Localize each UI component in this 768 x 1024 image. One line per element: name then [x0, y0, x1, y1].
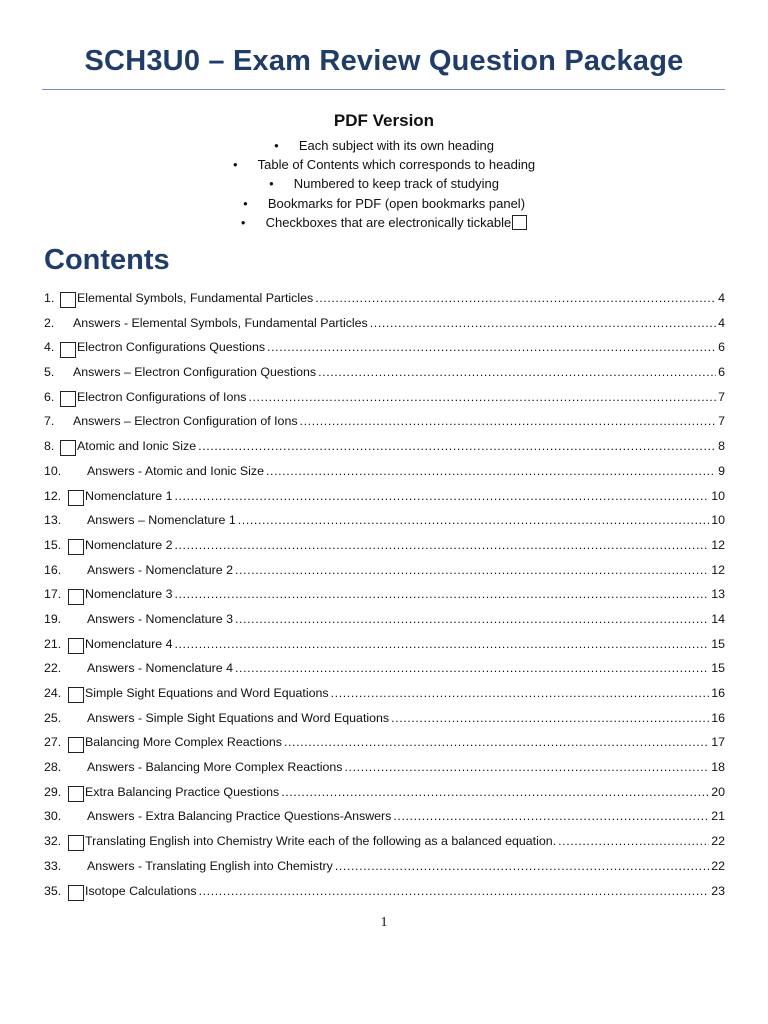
- toc-page-number[interactable]: 8: [718, 439, 725, 454]
- dot-leader: [318, 362, 716, 382]
- feature-item: [0, 155, 768, 174]
- toc-page-number[interactable]: 18: [711, 760, 725, 775]
- study-checkbox[interactable]: [68, 737, 84, 753]
- feature-text: Table of Contents which corresponds to heading: [257, 157, 536, 173]
- toc-page-number[interactable]: 7: [718, 414, 725, 429]
- toc-entry[interactable]: [44, 288, 725, 313]
- toc-entry-label[interactable]: Answers - Translating English into Chemistry: [87, 858, 333, 873]
- toc-entry-label[interactable]: Nomenclature 1: [85, 488, 173, 503]
- dot-leader: [174, 535, 709, 555]
- study-checkbox[interactable]: [68, 786, 84, 802]
- toc-entry-label[interactable]: Answers - Elemental Symbols, Fundamental Particles: [73, 315, 368, 330]
- toc-entry[interactable]: [44, 683, 725, 708]
- feature-item: [0, 174, 768, 193]
- toc-entry-label[interactable]: Answers - Simple Sight Equations and Word Equations: [87, 710, 390, 725]
- toc-entry-label[interactable]: Extra Balancing Practice Questions: [85, 784, 280, 799]
- toc-entry-number: 13.: [44, 513, 62, 528]
- dot-leader: [284, 732, 709, 752]
- toc-entry-number: 30.: [44, 809, 62, 824]
- toc-entry[interactable]: [44, 831, 725, 856]
- toc-entry[interactable]: [44, 337, 725, 362]
- bullet-icon: ●: [240, 217, 246, 227]
- toc-entry[interactable]: [44, 535, 725, 560]
- toc-entry-number: 17.: [44, 587, 62, 602]
- toc-entry-label[interactable]: Electron Configurations of Ions: [77, 389, 247, 404]
- toc-entry-label[interactable]: Isotope Calculations: [85, 883, 197, 898]
- toc-entry-label[interactable]: Answers – Nomenclature 1: [87, 513, 236, 528]
- toc-answers-entry[interactable]: [44, 708, 725, 733]
- toc-entry-number: 8.: [44, 439, 55, 454]
- toc-page-number[interactable]: 23: [711, 883, 725, 898]
- feature-item: [0, 136, 768, 155]
- toc-entry-label[interactable]: Answers – Electron Configuration Questions: [73, 365, 317, 380]
- toc-page-number[interactable]: 21: [711, 809, 725, 824]
- toc-entry-label[interactable]: Nomenclature 2: [85, 537, 173, 552]
- sample-checkbox[interactable]: [512, 215, 527, 230]
- toc-page-number[interactable]: 10: [711, 488, 725, 503]
- dot-leader: [235, 560, 709, 580]
- toc-page-number[interactable]: 22: [711, 834, 725, 849]
- toc-entry[interactable]: [44, 387, 725, 412]
- feature-text: Bookmarks for PDF (open bookmarks panel): [267, 195, 526, 211]
- toc-page-number[interactable]: 9: [718, 463, 725, 478]
- dot-leader: [174, 584, 709, 604]
- dot-leader: [315, 288, 716, 308]
- toc-entry-number: 32.: [44, 834, 62, 849]
- toc-entry[interactable]: [44, 782, 725, 807]
- dot-leader: [266, 461, 716, 481]
- toc-answers-entry[interactable]: [44, 362, 725, 387]
- toc-entry[interactable]: [44, 634, 725, 659]
- document-title: SCH3U0 – Exam Review Question Package: [84, 45, 684, 77]
- dot-leader: [235, 609, 709, 629]
- toc-entry-label[interactable]: Answers - Nomenclature 2: [87, 562, 233, 577]
- toc-entry-number: 29.: [44, 784, 62, 799]
- feature-item: [0, 194, 768, 213]
- bullet-icon: ●: [232, 160, 238, 170]
- toc-entry-number: 1.: [44, 291, 55, 305]
- toc-answers-entry[interactable]: [44, 510, 725, 535]
- toc-entry-number: 27.: [44, 735, 62, 750]
- toc-page-number[interactable]: 4: [718, 291, 725, 305]
- toc-entry-label[interactable]: Answers - Balancing More Complex Reactions: [87, 760, 343, 775]
- toc-answers-entry[interactable]: [44, 658, 725, 683]
- toc-page-number[interactable]: 16: [711, 686, 725, 700]
- toc-entry-number: 10.: [44, 463, 62, 478]
- toc-answers-entry[interactable]: [44, 411, 725, 436]
- bullet-icon: ●: [268, 179, 274, 189]
- toc-entry-label[interactable]: Answers – Electron Configuration of Ions: [73, 414, 298, 429]
- study-checkbox[interactable]: [60, 391, 76, 407]
- table-of-contents: [44, 288, 725, 905]
- dot-leader: [393, 806, 709, 826]
- toc-entry[interactable]: [44, 732, 725, 757]
- dot-leader: [198, 436, 716, 456]
- toc-entry[interactable]: [44, 486, 725, 511]
- toc-page-number[interactable]: 22: [711, 858, 725, 873]
- toc-page-number[interactable]: 6: [718, 340, 725, 355]
- study-checkbox[interactable]: [68, 638, 84, 654]
- toc-entry-number: 15.: [44, 537, 62, 552]
- toc-entry-number: 35.: [44, 883, 62, 898]
- toc-entry-number: 22.: [44, 661, 62, 676]
- dot-leader: [174, 486, 709, 506]
- toc-entry-label[interactable]: Atomic and Ionic Size: [77, 439, 197, 454]
- dot-leader: [370, 313, 716, 333]
- toc-entry-label[interactable]: Nomenclature 4: [85, 636, 173, 651]
- dot-leader: [391, 708, 709, 728]
- toc-page-number[interactable]: 20: [711, 784, 725, 799]
- study-checkbox[interactable]: [60, 342, 76, 358]
- toc-entry-label[interactable]: Balancing More Complex Reactions: [85, 735, 282, 750]
- toc-answers-entry[interactable]: [44, 757, 725, 782]
- toc-entry[interactable]: [44, 881, 725, 906]
- toc-entry-number: 4.: [44, 340, 55, 355]
- toc-entry-number: 6.: [44, 389, 55, 404]
- toc-entry-label[interactable]: Elemental Symbols, Fundamental Particles: [77, 291, 314, 305]
- toc-entry-number: 24.: [44, 686, 62, 700]
- feature-text: Each subject with its own heading: [298, 138, 494, 153]
- toc-page-number[interactable]: 15: [711, 661, 725, 676]
- toc-page-number[interactable]: 12: [711, 562, 725, 577]
- study-checkbox[interactable]: [68, 589, 84, 605]
- study-checkbox[interactable]: [68, 885, 84, 901]
- pdf-features-list: [0, 136, 768, 232]
- toc-answers-entry[interactable]: [44, 609, 725, 634]
- bullet-icon: ●: [274, 141, 279, 150]
- study-checkbox[interactable]: [68, 490, 84, 506]
- toc-entry-number: 25.: [44, 710, 62, 725]
- toc-entry-number: 5.: [44, 365, 55, 380]
- toc-entry-number: 16.: [44, 562, 62, 577]
- study-checkbox[interactable]: [60, 440, 76, 456]
- toc-entry-label[interactable]: Answers - Nomenclature 3: [87, 611, 233, 626]
- toc-page-number[interactable]: 10: [711, 513, 725, 528]
- toc-entry-number: 33.: [44, 858, 62, 873]
- dot-leader: [248, 387, 716, 407]
- feature-item: [0, 213, 768, 232]
- dot-leader: [235, 658, 709, 678]
- toc-entry-label[interactable]: Nomenclature 3: [85, 587, 173, 602]
- bullet-icon: ●: [242, 198, 248, 208]
- study-checkbox[interactable]: [68, 539, 84, 555]
- toc-answers-entry[interactable]: [44, 856, 725, 881]
- dot-leader: [335, 856, 709, 876]
- toc-entry-label[interactable]: Electron Configurations Questions: [77, 340, 266, 355]
- toc-entry-number: 12.: [44, 488, 62, 503]
- toc-entry[interactable]: [44, 584, 725, 609]
- toc-entry-label[interactable]: Answers - Atomic and Ionic Size: [87, 463, 264, 478]
- toc-entry-label[interactable]: Simple Sight Equations and Word Equations: [85, 686, 329, 700]
- toc-page-number[interactable]: 16: [711, 710, 725, 725]
- pdf-version-heading: PDF Version: [333, 111, 435, 130]
- toc-entry-number: 2.: [44, 315, 55, 330]
- toc-page-number[interactable]: 12: [711, 537, 725, 552]
- toc-entry-number: 21.: [44, 636, 62, 651]
- toc-page-number[interactable]: 7: [718, 389, 725, 404]
- toc-answers-entry[interactable]: [44, 313, 725, 338]
- study-checkbox[interactable]: [68, 835, 84, 851]
- study-checkbox[interactable]: [60, 292, 76, 308]
- toc-entry-number: 28.: [44, 760, 62, 775]
- toc-entry-label[interactable]: Answers - Extra Balancing Practice Questions-Answers: [87, 809, 392, 824]
- feature-text: Numbered to keep track of studying: [293, 176, 500, 192]
- toc-entry-number: 19.: [44, 611, 62, 626]
- dot-leader: [300, 411, 717, 431]
- dot-leader: [281, 782, 709, 802]
- toc-page-number[interactable]: 14: [711, 611, 725, 626]
- toc-page-number[interactable]: 17: [711, 735, 725, 750]
- dot-leader: [558, 831, 709, 851]
- toc-answers-entry[interactable]: [44, 806, 725, 831]
- dot-leader: [345, 757, 710, 777]
- page-number: 1: [380, 915, 388, 930]
- dot-leader: [199, 881, 710, 901]
- toc-entry-number: 7.: [44, 414, 55, 429]
- feature-text: Checkboxes that are electronically tickable: [265, 214, 512, 230]
- toc-page-number[interactable]: 4: [718, 315, 725, 330]
- dot-leader: [238, 510, 709, 530]
- dot-leader: [267, 337, 716, 357]
- dot-leader: [331, 683, 710, 703]
- title-divider: [42, 89, 725, 90]
- dot-leader: [174, 634, 709, 654]
- toc-entry-label[interactable]: Translating English into Chemistry Write each of the following as a balanced equation.: [85, 834, 557, 849]
- toc-entry[interactable]: [44, 436, 725, 461]
- toc-entry-label[interactable]: Answers - Nomenclature 4: [87, 661, 233, 676]
- study-checkbox[interactable]: [68, 687, 84, 703]
- toc-page-number[interactable]: 15: [711, 636, 725, 651]
- toc-page-number[interactable]: 13: [711, 587, 725, 602]
- contents-heading: Contents: [44, 244, 170, 276]
- toc-page-number[interactable]: 6: [718, 365, 725, 380]
- toc-answers-entry[interactable]: [44, 560, 725, 585]
- toc-answers-entry[interactable]: [44, 461, 725, 486]
